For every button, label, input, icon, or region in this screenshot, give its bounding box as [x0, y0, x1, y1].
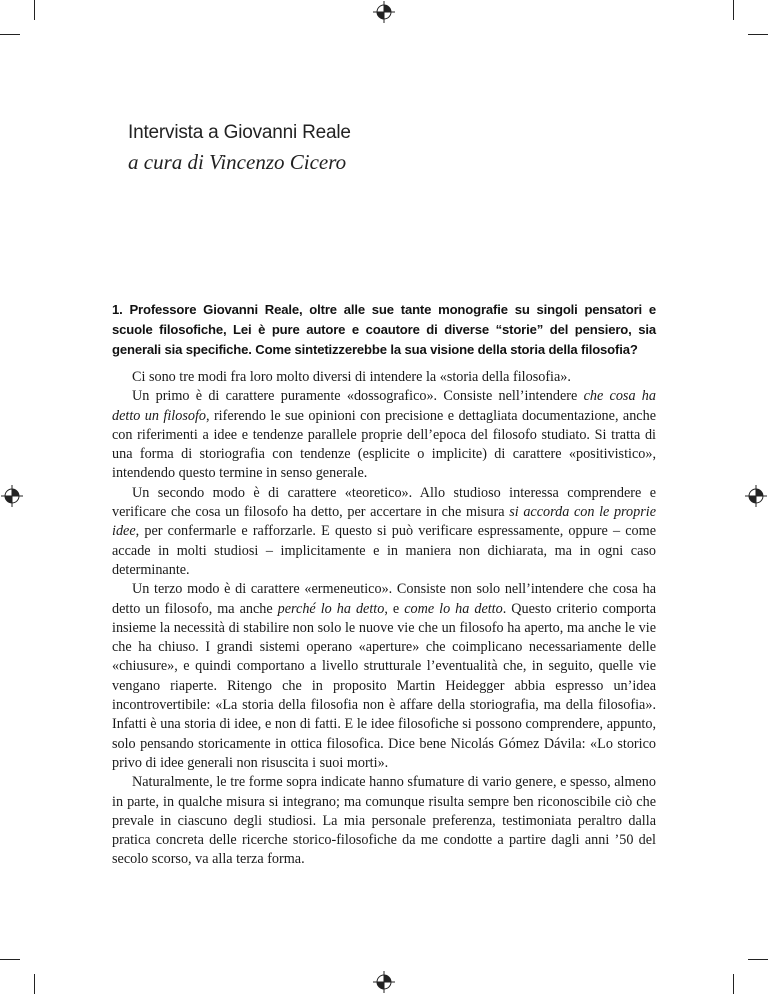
article-title: Intervista a Giovanni Reale — [128, 122, 351, 143]
answer-paragraph: Ci sono tre modi fra loro molto diversi di intendere la «storia della filosofia». — [132, 369, 571, 385]
answer-paragraph: Un secondo modo è di carattere «teoretico». Allo studioso interessa comprendere e verificare che cosa un filosofo ha detto, per accertare in che misura si accorda con le proprie idee, per confermarle e rafforzarle. E questo si può verificare espressamente, oppure – come accade in molti studiosi – implicitamente e in maniera non dichiarata, ma in ogni caso determinante. — [112, 484, 656, 578]
crop-mark-icon — [0, 959, 20, 960]
crop-mark-icon — [748, 34, 768, 35]
crop-mark-icon — [733, 974, 734, 994]
answer-paragraph: Un primo è di carattere puramente «dossografico». Consiste nell’intendere che cosa ha detto un filosofo, riferendo le sue opinioni con precisione e dettagliata documentazione, anche con riferimenti a idee e tendenze parallele proprie dell’epoca del filosofo studiato. Si tratta di una forma di storiografia con tendenze (esplicite o implicite) di carattere «positivistico», intendendo questo termine in senso generale. — [112, 388, 656, 482]
article-header — [128, 122, 351, 175]
article-subtitle: a cura di Vincenzo Cicero — [128, 150, 347, 174]
crop-mark-icon — [34, 974, 35, 994]
registration-mark-icon — [1, 485, 23, 507]
crop-mark-icon — [0, 34, 20, 35]
crop-mark-icon — [748, 959, 768, 960]
registration-mark-icon — [373, 971, 395, 993]
crop-mark-icon — [733, 0, 734, 20]
registration-mark-icon — [745, 485, 767, 507]
interview-question: 1. Professore Giovanni Reale, oltre alle sue tante monografie su singoli pensatori e scuole filosofiche, Lei è pure autore e coautore di diverse “storie” del pensiero, sia generali sia specifiche. Come sintetizzerebbe la sua visione della storia della filosofia? — [112, 302, 656, 357]
interview-body — [112, 300, 656, 870]
interview-answer — [112, 368, 656, 870]
answer-paragraph: Naturalmente, le tre forme sopra indicate hanno sfumature di vario genere, e spesso, almeno in parte, in qualche misura si integrano; ma comunque risulta sempre ben riconoscibile ciò che prevale in ciascuno degli studiosi. La mia personale preferenza, testimoniata peraltro dalla pratica concreta delle ricerche storico-filosofiche da me condotte a partire dagli anni ’50 del secolo scorso, va alla terza forma. — [112, 774, 656, 868]
crop-mark-icon — [34, 0, 35, 20]
registration-mark-icon — [373, 1, 395, 23]
answer-paragraph: Un terzo modo è di carattere «ermeneutico». Consiste non solo nell’intendere che cosa ha detto un filosofo, ma anche perché lo ha detto, e come lo ha detto. Questo criterio comporta insieme la necessità di stabilire non solo le nuove vie che un filosofo ha aperto, ma anche le vie che ha chiuso. I grandi sistemi operano «aperture» che coimplicano necessariamente delle «chiusure», e quindi comportano a livello strutturale l’eventualità che, in seguito, quelle vie vengano riaperte. Ritengo che in proposito Martin Heidegger abbia espresso un’idea incontrovertibile: «La storia della filosofia non è affare della storiografia, ma della filosofia». Infatti è una storia di idee, e non di fatti. E le idee filosofiche si possono comprendere, appunto, solo pensando storicamente in ottica filosofica. Dice bene Nicolás Gómez Dávila: «Lo storico privo di idee generali non risuscita i suoi morti». — [112, 581, 656, 771]
